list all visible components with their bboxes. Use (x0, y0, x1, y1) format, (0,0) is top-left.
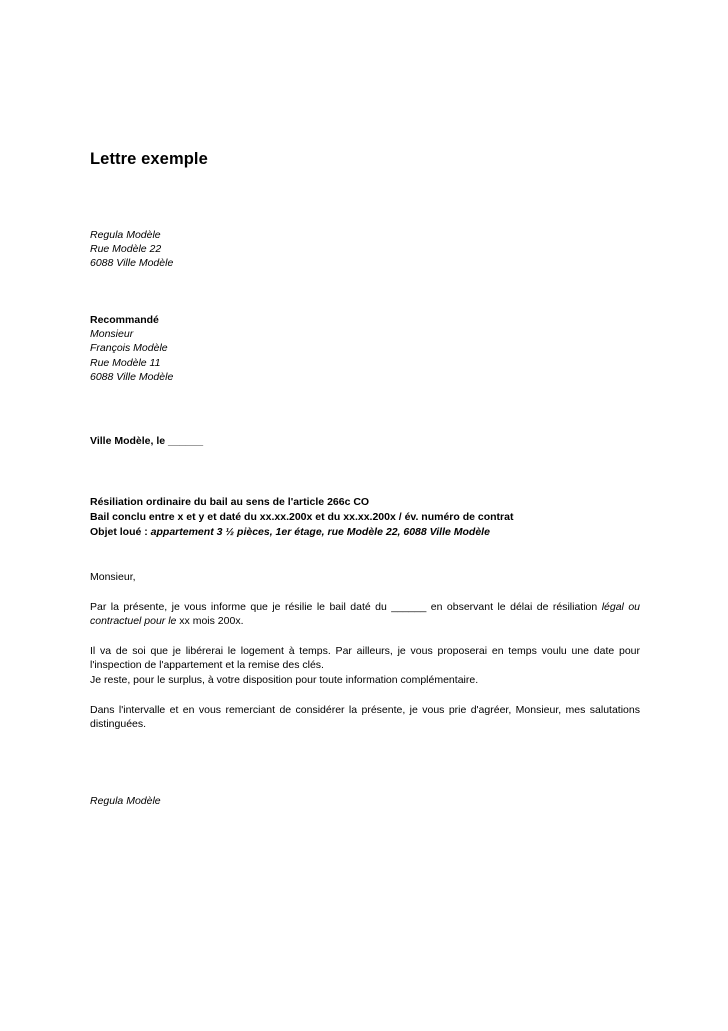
paragraph-2-line-1: Il va de soi que je libérerai le logement à temps. Par ailleurs, je vous proposerai en temps voulu une date pour l'inspection de l'appartement et la remise des clés. (90, 644, 640, 672)
paragraph-1-emphasis: légal ou contractuel pour le (90, 600, 641, 628)
place-and-date: Ville Modèle, le ______ (90, 435, 204, 448)
paragraph-3: Dans l'intervalle et en vous remerciant de considérer la présente, je vous prie d'agréer, Monsieur, mes salutations distinguées. (90, 703, 640, 731)
subject-line-3 (90, 525, 640, 540)
subject-line-1: Résiliation ordinaire du bail au sens de l'article 266c CO (90, 496, 370, 509)
sender-address-block (90, 228, 640, 271)
recipient-line-3: Rue Modèle 11 (90, 356, 161, 369)
subject-line-2: Bail conclu entre x et y et daté du xx.xx.200x et du xx.xx.200x / év. numéro de contrat (90, 511, 514, 524)
paragraph-2-line-2: Je reste, pour le surplus, à votre disposition pour toute information complémentaire. (90, 673, 479, 686)
recipient-address-block (90, 313, 640, 384)
rented-object-label: Objet loué : (90, 525, 148, 538)
delivery-mode-label: Recommandé (90, 313, 159, 326)
sender-line-3: 6088 Ville Modèle (90, 257, 174, 270)
subject-block (90, 495, 640, 539)
sender-line-1: Regula Modèle (90, 228, 161, 241)
rented-object-value: appartement 3 ½ pièces, 1er étage, rue Modèle 22, 6088 Ville Modèle (150, 525, 490, 538)
salutation: Monsieur, (90, 571, 136, 584)
recipient-line-2: François Modèle (90, 342, 168, 355)
recipient-line-1: Monsieur (90, 327, 134, 340)
paragraph-2 (90, 644, 640, 688)
paragraph-1 (90, 600, 640, 629)
page-title: Lettre exemple (90, 150, 208, 168)
sender-line-2: Rue Modèle 22 (90, 243, 162, 256)
signature-name: Regula Modèle (90, 794, 161, 807)
recipient-line-4: 6088 Ville Modèle (90, 370, 174, 383)
paragraph-1-part-b: xx mois 200x. (176, 615, 244, 628)
paragraph-1-part-a: Par la présente, je vous informe que je résilie le bail daté du ______ en observant le délai de résiliation (90, 600, 602, 613)
